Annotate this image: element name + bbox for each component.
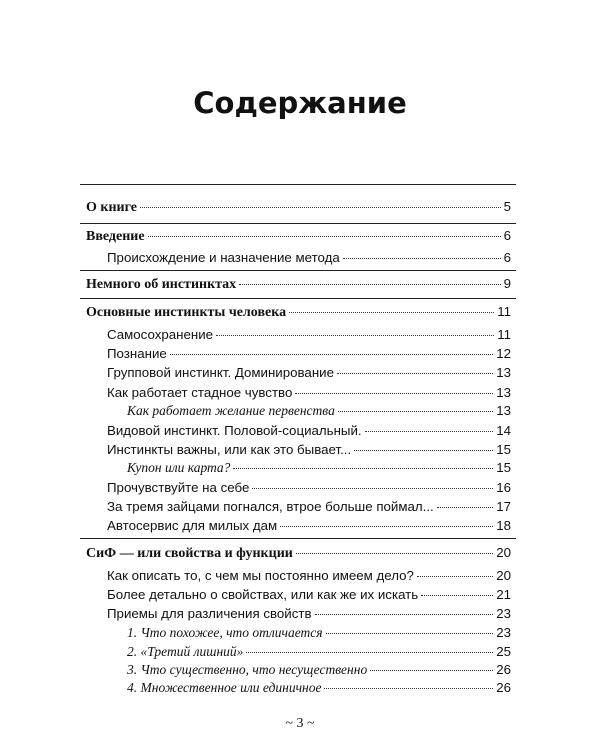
toc-entry-introduction[interactable]	[86, 228, 511, 245]
toc-entry-label: Прочувствуйте на себе	[107, 480, 250, 495]
toc-entry-page: 13	[496, 403, 511, 418]
toc-entry-self-preservation[interactable]	[107, 327, 511, 342]
toc-entry-label: Купон или карта?	[127, 460, 231, 475]
toc-entry-cognition[interactable]	[107, 346, 511, 361]
toc-entry-label: Как работает желание первенства	[127, 403, 335, 418]
toc-entry-page: 11	[497, 304, 511, 319]
toc-entry-label: Введение	[86, 229, 145, 244]
divider	[80, 270, 516, 271]
leader-dots	[289, 312, 494, 313]
toc-entry-leadership[interactable]	[127, 403, 511, 419]
toc-entry-label: Самосохранение	[107, 327, 214, 342]
leader-dots	[365, 431, 494, 432]
toc-entry-how-to-describe[interactable]	[107, 568, 511, 583]
toc-entry-sif[interactable]	[86, 545, 511, 562]
toc-entry-car-service[interactable]	[107, 518, 511, 533]
leader-dots	[326, 633, 494, 634]
toc-entry-label: Автосервис для милых дам	[107, 518, 278, 533]
leader-dots	[337, 373, 493, 374]
toc-entry-page: 14	[496, 423, 511, 438]
toc-entry-page: 13	[496, 385, 511, 400]
leader-dots	[246, 652, 493, 653]
toc-entry-page: 9	[503, 276, 511, 291]
toc-entry-label: Более детально о свойствах, или как же их искать	[107, 587, 419, 602]
leader-dots	[280, 526, 493, 527]
leader-dots	[216, 335, 494, 336]
leader-dots	[148, 236, 501, 237]
leader-dots	[315, 614, 494, 615]
toc-entry-page: 20	[496, 568, 511, 583]
toc-entry-label: СиФ — или свойства и функции	[86, 546, 293, 561]
toc-entry-label: Происхождение и назначение метода	[107, 250, 340, 265]
toc-entry-page: 20	[496, 545, 511, 560]
toc-entry-page: 6	[503, 228, 511, 243]
toc-entry-group-instinct[interactable]	[107, 365, 511, 380]
leader-dots	[343, 258, 501, 259]
leader-dots	[417, 576, 493, 577]
divider	[80, 538, 516, 539]
toc-entry-page: 21	[496, 587, 511, 602]
toc-entry-page: 12	[496, 346, 511, 361]
toc-entry-feel-yourself[interactable]	[107, 480, 511, 495]
toc-entry-method-3[interactable]	[127, 662, 511, 678]
toc-entry-page: 15	[496, 460, 511, 475]
toc-entry-page: 5	[503, 199, 511, 214]
leader-dots	[324, 688, 493, 689]
divider	[80, 223, 516, 224]
toc-entry-label: Познание	[107, 346, 167, 361]
toc-entry-instincts-matter[interactable]	[107, 442, 511, 457]
toc-entry-page: 26	[496, 662, 511, 677]
toc-entry-page: 23	[496, 625, 511, 640]
leader-dots	[338, 411, 493, 412]
toc-entry-label: За тремя зайцами погнался, втрое больше поймал...	[107, 499, 434, 514]
toc-entry-three-hares[interactable]	[107, 499, 511, 514]
toc-entry-label: 4. Множественное или единичное	[127, 680, 322, 695]
leader-dots	[421, 595, 493, 596]
leader-dots	[437, 507, 493, 508]
leader-dots	[140, 207, 501, 208]
toc-entry-method-2[interactable]	[127, 644, 511, 660]
toc-entry-label: Видовой инстинкт. Половой-социальный.	[107, 423, 362, 438]
leader-dots	[295, 393, 493, 394]
toc-entry-page: 23	[496, 606, 511, 621]
toc-entry-page: 25	[496, 644, 511, 659]
toc-entry-species-instinct[interactable]	[107, 423, 511, 438]
toc-entry-label: 3. Что существенно, что несущественно	[127, 662, 368, 677]
leader-dots	[370, 670, 493, 671]
leader-dots	[170, 354, 493, 355]
toc-entry-label: Как описать то, с чем мы постоянно имеем дело?	[107, 568, 414, 583]
toc-entry-page: 26	[496, 680, 511, 695]
toc-entry-origin[interactable]	[107, 250, 511, 265]
leader-dots	[354, 450, 493, 451]
top-divider	[80, 184, 516, 185]
toc-entry-page: 17	[496, 499, 511, 514]
toc-entry-label: Приемы для различения свойств	[107, 606, 312, 621]
toc-entry-coupon-or-card[interactable]	[127, 460, 511, 476]
toc-entry-page: 13	[496, 365, 511, 380]
toc-entry-label: Как работает стадное чувство	[107, 385, 293, 400]
toc-entry-label: Основные инстинкты человека	[86, 305, 287, 320]
toc-entry-page: 18	[496, 518, 511, 533]
leader-dots	[239, 284, 500, 285]
toc-entry-label: 2. «Третий лишний»	[127, 644, 244, 659]
leader-dots	[252, 488, 493, 489]
page-number: ~ 3 ~	[285, 716, 315, 731]
toc-entry-label: О книге	[86, 200, 137, 215]
toc-entry-instincts[interactable]	[86, 276, 511, 293]
toc-entry-method-1[interactable]	[127, 625, 511, 641]
toc-entry-herd-feeling[interactable]	[107, 385, 511, 400]
leader-dots	[296, 553, 493, 554]
toc-entry-properties-detail[interactable]	[107, 587, 511, 602]
toc-entry-page: 6	[503, 250, 511, 265]
toc-entry-method-4[interactable]	[127, 680, 511, 696]
leader-dots	[233, 468, 493, 469]
toc-entry-label: Немного об инстинктах	[86, 277, 237, 292]
toc-entry-label: Групповой инстинкт. Доминирование	[107, 365, 334, 380]
page-title: Содержание	[193, 86, 407, 120]
toc-entry-basic-instincts[interactable]	[86, 304, 511, 321]
toc-entry-label: Инстинкты важны, или как это бывает...	[107, 442, 352, 457]
toc-entry-about-book[interactable]	[86, 199, 511, 216]
toc-entry-label: 1. Что похожее, что отличается	[127, 625, 323, 640]
divider	[80, 298, 516, 299]
toc-entry-page: 15	[496, 442, 511, 457]
toc-entry-page: 16	[496, 480, 511, 495]
toc-entry-distinguishing-methods[interactable]	[107, 606, 511, 621]
toc-entry-page: 11	[497, 327, 511, 342]
